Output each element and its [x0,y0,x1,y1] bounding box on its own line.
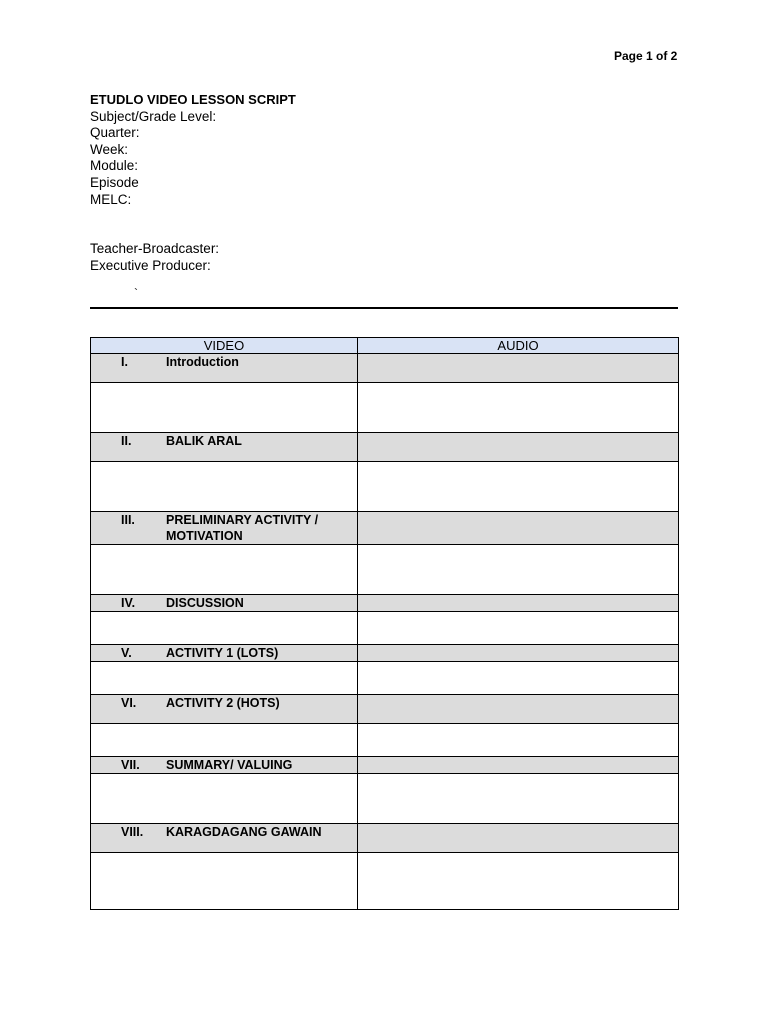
section-row-preliminary-activity [91,512,679,545]
field-week: Week: [90,141,129,157]
table-header-row [91,338,679,354]
video-cell[interactable] [91,757,358,774]
section-row-karagdagang-gawain [91,824,679,853]
audio-cell[interactable] [358,433,679,462]
content-row [91,383,679,433]
video-column-header: VIDEO [91,338,358,354]
section-label: BALIK ARAL [166,434,242,448]
content-row [91,662,679,695]
video-cell[interactable] [91,774,358,824]
section-number: III. [121,513,135,527]
audio-cell[interactable] [358,774,679,824]
section-label: ACTIVITY 2 (HOTS) [166,696,280,710]
video-cell[interactable] [91,824,358,853]
section-number: VII. [121,758,140,772]
section-label: Introduction [166,355,239,369]
field-teacher-broadcaster: Teacher-Broadcaster: [90,241,220,257]
video-cell[interactable] [91,545,358,595]
audio-cell[interactable] [358,645,679,662]
section-row-activity-1 [91,645,679,662]
section-row-activity-2 [91,695,679,724]
script-table [90,337,679,910]
section-row-discussion [91,595,679,612]
video-cell[interactable] [91,354,358,383]
section-label: PRELIMINARY ACTIVITY / MOTIVATION [166,513,319,543]
field-subject-grade: Subject/Grade Level: [90,108,217,124]
page-number: Page 1 of 2 [614,49,678,63]
section-number: II. [121,434,132,448]
video-cell[interactable] [91,512,358,545]
section-label: KARAGDAGANG GAWAIN [166,825,322,839]
content-row [91,462,679,512]
section-number: IV. [121,596,136,610]
video-cell[interactable] [91,853,358,910]
audio-cell[interactable] [358,354,679,383]
horizontal-rule [90,307,678,309]
field-melc: MELC: [90,191,132,207]
field-module: Module: [90,158,139,174]
lesson-header [90,92,610,274]
field-quarter: Quarter: [90,125,140,141]
field-episode: Episode [90,174,139,190]
audio-column-header: AUDIO [358,338,679,354]
content-row [91,545,679,595]
video-cell[interactable] [91,612,358,645]
content-row [91,724,679,757]
video-cell[interactable] [91,595,358,612]
section-number: VI. [121,696,137,710]
video-cell[interactable] [91,645,358,662]
video-cell[interactable] [91,462,358,512]
audio-cell[interactable] [358,662,679,695]
section-row-balik-aral [91,433,679,462]
spacer [90,208,610,241]
audio-cell[interactable] [358,695,679,724]
section-number: VIII. [121,825,144,839]
content-row [91,774,679,824]
section-label: ACTIVITY 1 (LOTS) [166,646,279,660]
audio-cell[interactable] [358,853,679,910]
stray-mark: ` [134,286,138,300]
audio-cell[interactable] [358,545,679,595]
audio-cell[interactable] [358,612,679,645]
section-row-introduction [91,354,679,383]
section-row-summary [91,757,679,774]
video-cell[interactable] [91,433,358,462]
section-number: V. [121,646,132,660]
field-executive-producer: Executive Producer: [90,257,211,273]
content-row [91,853,679,910]
audio-cell[interactable] [358,462,679,512]
video-cell[interactable] [91,724,358,757]
audio-cell[interactable] [358,595,679,612]
document-title: ETUDLO VIDEO LESSON SCRIPT [90,92,296,107]
video-cell[interactable] [91,695,358,724]
audio-cell[interactable] [358,383,679,433]
content-row [91,612,679,645]
audio-cell[interactable] [358,724,679,757]
audio-cell[interactable] [358,512,679,545]
audio-cell[interactable] [358,757,679,774]
section-label: DISCUSSION [166,596,244,610]
video-cell[interactable] [91,383,358,433]
section-label: SUMMARY/ VALUING [166,758,293,772]
video-cell[interactable] [91,662,358,695]
section-number: I. [121,355,128,369]
audio-cell[interactable] [358,824,679,853]
